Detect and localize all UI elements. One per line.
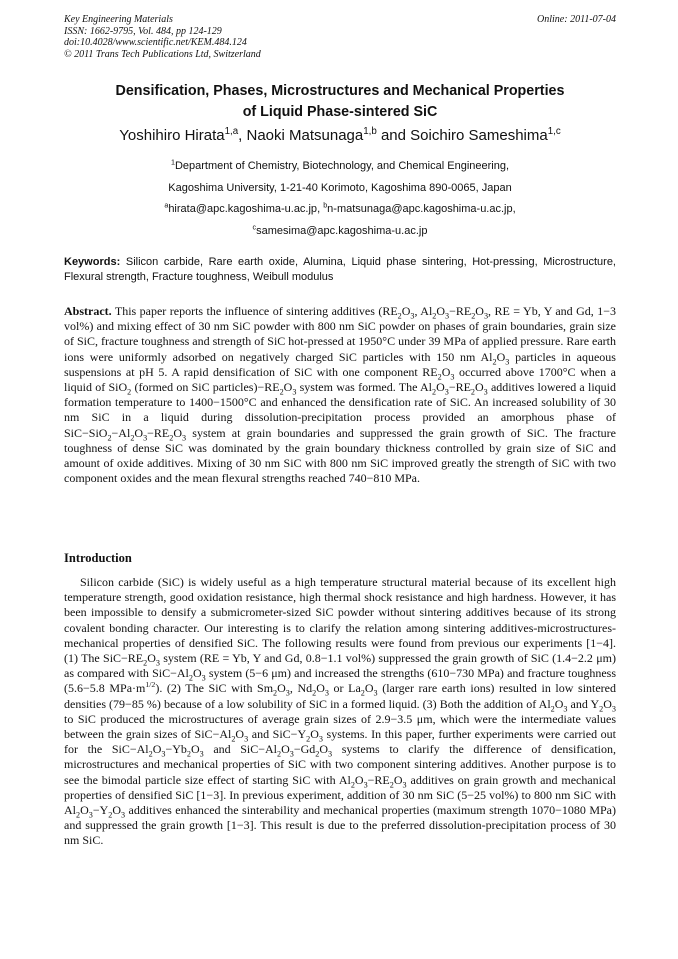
abstract-text: −RE — [449, 304, 472, 318]
abstract-text: O — [173, 425, 182, 440]
issn-line: ISSN: 1662-9795, Vol. 484, pp 124-129 — [64, 25, 222, 37]
subscript: 2 — [470, 387, 475, 397]
affil-marker: 1 — [170, 158, 175, 167]
body-text: and Y — [567, 696, 600, 711]
department: Department of Chemistry, Biotechnology, and Chemical Engineering, — [174, 160, 510, 172]
subscript: 2 — [231, 734, 236, 744]
address-line: Kagoshima University, 1-21-40 Korimoto, Kagoshima 890-0065, Japan — [168, 181, 512, 194]
body-text: additives on grain growth and mechanical properties of densified SiC [1−3]. In previous experiment, addition of 30 nm SiC (5−25 vol%) to 800 nm SiC with Al — [64, 772, 616, 818]
author-2: Naoki Matsunaga — [246, 127, 364, 144]
body-text: O — [393, 772, 403, 787]
body-text: O — [80, 803, 89, 818]
body-text: systems. In this paper, further experiments were carried out for the SiC−Al — [64, 727, 616, 757]
abstract-text: occurred above 1700°C when a liquid of SiO — [64, 364, 616, 395]
subscript: 2 — [492, 357, 497, 366]
body-text: to SiC produced the microstructures of average grain sizes of 2.9−3.5 μm, which were the intermediate values between the grain sizes of SiC−Al — [64, 711, 616, 742]
body-text: O — [310, 727, 319, 742]
author-2-affil: 1,b — [363, 126, 377, 137]
abstract-text: O — [475, 380, 484, 395]
keywords-text: Silicon carbide, Rare earth oxide, Alumina, Liquid phase sintering, Hot-pressing, Microstructure, Flexural strength, Fracture toughness, Weibull modulus — [64, 256, 616, 283]
subscript: 3 — [444, 387, 449, 397]
subscript: 3 — [483, 387, 488, 397]
abstract-text: (formed on SiC particles)−RE — [131, 380, 280, 395]
subscript: 3 — [88, 810, 93, 820]
email-c: samesima@apc.kagoshima-u.ac.jp — [256, 224, 428, 237]
subscript: 3 — [161, 749, 166, 759]
online-date: Online: 2011-07-04 — [537, 14, 616, 25]
body-text: ). (2) The SiC with Sm — [155, 681, 274, 696]
abstract-text: system at grain boundaries and suppressed the grain growth of SiC. The fracture toughness of dense SiC was dominated by the grain boundary thickness controlled by grain size of SiC and amount of oxide additives. Mixing of 30 nm SiC with 800 nm SiC improved greatly the strength of SiC with two component oxides and the mean flexural strengths reached 740−810 MPa. — [64, 425, 616, 486]
author-1-affil: 1,a — [224, 126, 239, 137]
body-text: O — [354, 772, 364, 787]
body-text: additives enhanced the sinterability and mechanical properties (maximum strength 1070−1080 MPa) and suppressed the grain growth [1−3]. This result is due to the preferred dissolution-precipitation process of 30 nm SiC. — [64, 803, 616, 848]
body-text: or La — [328, 681, 361, 696]
abstract-text: O — [134, 425, 144, 440]
subscript: 2 — [432, 311, 437, 321]
subscript: 2 — [312, 688, 317, 698]
paper-title — [64, 81, 616, 123]
body-text: O — [364, 681, 374, 696]
subscript: 2 — [277, 749, 282, 759]
email-marker-b: b — [323, 201, 328, 210]
introduction-paragraph — [64, 575, 616, 849]
subscript: 3 — [363, 780, 368, 790]
author-3-affil: 1,c — [547, 126, 561, 137]
body-text: O — [147, 651, 156, 666]
body-text: −RE — [367, 772, 390, 787]
subscript: 3 — [611, 704, 616, 714]
affiliation-block — [64, 156, 616, 242]
subscript: 3 — [244, 734, 249, 744]
subscript: 3 — [402, 780, 407, 790]
abstract-text: , Al — [414, 304, 433, 318]
abstract-text: , RE = Yb, Y and Gd, 1−3 vol%) and mixing effect of 30 nm SiC powder with 800 nm SiC powder on phases of grain boundaries, grain size of SiC, fracture toughness and strength of SiC hot-pressed at 1950°C under 39 MPa of applied pressure. Rare earth ions were uniformly adsorbed on negatively charged SiC particles with 150 nm Al — [64, 304, 617, 364]
subscript: 2 — [169, 433, 174, 443]
body-text: (larger rare earth ions) resulted in low sintered densities (79−85 %) because of a low solubility of SiC in a formed liquid. (3) Both the addition of Al — [64, 681, 617, 711]
email-b: n-matsunaga@apc.kagoshima-u.ac.jp, — [327, 203, 516, 215]
subscript: 3 — [199, 749, 204, 759]
subscript: 3 — [289, 749, 294, 759]
subscript: 2 — [360, 688, 365, 698]
keywords — [64, 255, 616, 285]
subscript: 2 — [127, 387, 132, 397]
subscript: 3 — [328, 749, 333, 759]
subscript: 2 — [76, 810, 81, 820]
title-line-1: Densification, Phases, Microstructures and Mechanical Properties — [115, 83, 565, 99]
abstract-text: O — [401, 304, 411, 318]
subscript: 3 — [121, 810, 126, 820]
abstract-text: system was formed. The Al — [296, 380, 432, 395]
subscript: 2 — [148, 749, 153, 759]
abstract-text: O — [436, 380, 445, 395]
abstract-text: −RE — [448, 380, 471, 395]
subscript: 3 — [445, 311, 450, 321]
body-text: system (RE = Yb, Y and Gd, 0.8−1.1 vol%) suppressed the grain growth of SiC (1.4−2.2 μm) as compared with SiC−Al — [64, 651, 616, 681]
email-marker-a: a — [164, 201, 169, 210]
body-text: −Yb — [165, 742, 187, 757]
body-text: O — [152, 742, 162, 757]
body-text: O — [192, 666, 202, 681]
subscript: 2 — [273, 688, 278, 698]
body-text: O — [112, 803, 122, 818]
body-text: and SiC−Al — [203, 742, 278, 757]
body-text: O — [281, 742, 290, 757]
subscript: 2 — [599, 704, 604, 714]
subscript: 2 — [350, 780, 355, 790]
subscript: 2 — [389, 780, 394, 790]
body-text: −Y — [92, 803, 109, 818]
subscript: 2 — [471, 311, 476, 321]
abstract-text: O — [475, 304, 484, 318]
subscript: 2 — [130, 433, 135, 443]
subscript: 3 — [285, 688, 290, 698]
author-separator: , — [238, 127, 247, 144]
journal-name: Key Engineering Materials — [64, 14, 173, 25]
abstract-text: This paper reports the influence of sintering additives (RE — [111, 304, 398, 318]
subscript: 2 — [186, 749, 191, 759]
email-line-2 — [64, 221, 616, 243]
subscript: 2 — [279, 387, 284, 397]
abstract — [64, 304, 616, 486]
subscript: 3 — [505, 357, 510, 366]
body-text: , Nd — [289, 681, 313, 696]
subscript: 3 — [201, 673, 206, 683]
subscript: 3 — [563, 704, 568, 714]
subscript: 2 — [315, 749, 320, 759]
subscript: 2 — [108, 810, 113, 820]
body-text: systems to clarify the difference of densification, microstructures and mechanical properties of SiC with two component sintering additives. Another purpose is to see the bimodal particle size effect of starting SiC with Al — [64, 742, 616, 787]
subscript: 2 — [437, 372, 442, 382]
subscript: 2 — [550, 704, 555, 714]
abstract-text: O — [436, 304, 446, 318]
subscript: 2 — [107, 433, 112, 443]
subscript: 2 — [143, 658, 148, 668]
subscript: 3 — [450, 372, 455, 382]
subscript: 3 — [155, 658, 160, 668]
abstract-text: −Al — [111, 425, 131, 440]
section-heading-introduction: Introduction — [64, 551, 132, 565]
abstract-text: additives lowered a liquid formation temperature to 1400−1500°C and enhanced the densification rate of SiC. An increased solubility of 30 nm SiC in a liquid during dissolution-precipitation process provided an amorphous phase of SiC−SiO — [64, 380, 616, 440]
subscript: 3 — [324, 688, 329, 698]
introduction-body — [64, 575, 616, 849]
body-text: O — [603, 696, 612, 711]
email-marker-c: c — [252, 222, 257, 231]
body-text: O — [190, 742, 200, 757]
subscript: 2 — [431, 387, 437, 397]
department-line — [64, 156, 616, 178]
abstract-text: O — [283, 380, 293, 395]
author-1: Yoshihiro Hirata — [119, 127, 225, 144]
abstract-text: particles in aqueous suspensions at pH 5. A rapid densification of SiC with one component RE — [64, 349, 616, 379]
body-text: O — [277, 681, 286, 696]
title-line-2: of Liquid Phase-sintered SiC — [242, 104, 438, 120]
subscript: 3 — [318, 734, 323, 744]
author-separator: and — [376, 127, 411, 144]
body-text: O — [554, 696, 564, 711]
doi-line: doi:10.4028/www.scientific.net/KEM.484.124 — [64, 37, 247, 48]
subscript: 2 — [306, 734, 311, 744]
subscript: 3 — [373, 688, 378, 698]
email-separator: , — [317, 203, 324, 215]
body-text: Silicon carbide (SiC) is widely useful as a high temperature structural material because of its excellent high temperature strength, good oxidation resistance, high thermal shock resistance and high hardness. However, it has been impossible to densify a submicrometer-sized SiC powder without sintering additives because of its strong covalent bonding character. Our interesting is to clarify the relation among sintering additives-microstructures-mechanical properties of densified SiC. The following results were found from previous our experiments [1−4]. (1) The SiC−RE — [64, 575, 616, 666]
superscript: 1/2 — [145, 680, 156, 690]
abstract-label: Abstract. — [64, 304, 112, 318]
email-a: hirata@apc.kagoshima-u.ac.jp — [168, 203, 318, 215]
keywords-label: Keywords: — [64, 256, 121, 268]
body-text: O — [316, 681, 325, 696]
abstract-text: −RE — [147, 425, 170, 440]
subscript: 2 — [397, 311, 402, 321]
subscript: 3 — [410, 311, 415, 321]
email-line-1 — [64, 199, 616, 221]
copyright-line: © 2011 Trans Tech Publications Ltd, Switzerland — [64, 48, 261, 60]
body-text: O — [235, 727, 245, 742]
body-text: O — [319, 742, 329, 757]
subscript: 3 — [292, 387, 297, 397]
abstract-text: O — [496, 349, 506, 364]
journal-header — [64, 14, 616, 60]
body-text: −Gd — [293, 742, 316, 757]
subscript: 3 — [182, 433, 187, 443]
subscript: 3 — [483, 311, 489, 321]
subscript: 2 — [188, 673, 193, 683]
abstract-text: O — [441, 364, 451, 379]
author-3: Soichiro Sameshima — [410, 127, 548, 144]
author-list — [64, 126, 616, 146]
subscript: 3 — [143, 433, 148, 443]
body-text: system (5−6 μm) and increased the strengths (610−730 MPa) and fracture toughness (5.6−5.8 MPa·m — [64, 666, 616, 696]
body-text: and SiC−Y — [248, 727, 307, 742]
